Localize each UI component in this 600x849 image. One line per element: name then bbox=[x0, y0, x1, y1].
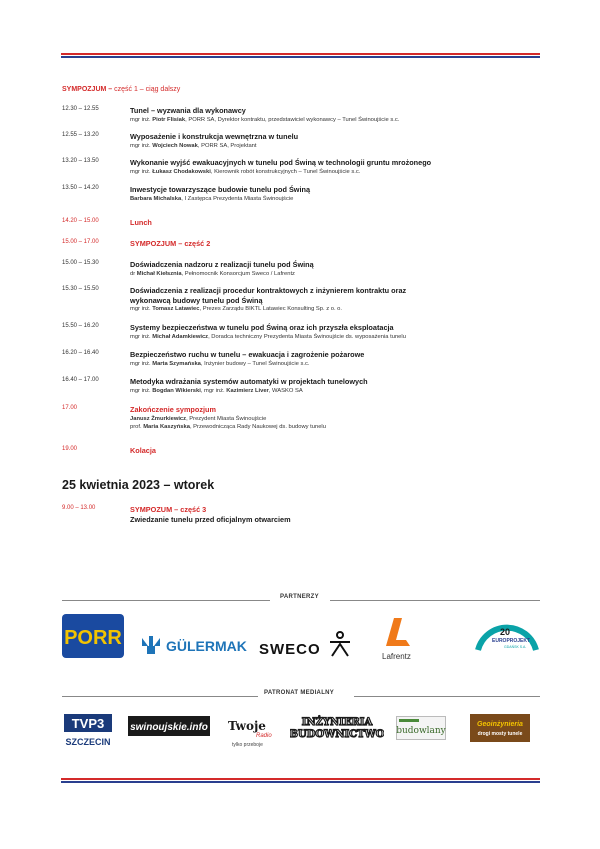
agenda-time: 15.00 – 17.00 bbox=[62, 239, 99, 245]
tvp3-logo bbox=[62, 712, 114, 748]
section-title: SYMPOZJUM – część 1 – ciąg dalszy bbox=[62, 86, 181, 93]
agenda-title-cont: wykonawcą budowy tunelu pod Świną bbox=[130, 295, 263, 305]
geoinzynieria-logo bbox=[470, 714, 530, 742]
agenda-time: 15.30 – 15.50 bbox=[62, 286, 99, 292]
partners-divider bbox=[62, 594, 540, 604]
gulermak-logo bbox=[140, 632, 248, 656]
agenda-time: 17.00 bbox=[62, 405, 78, 411]
agenda-title: Doświadczenia nadzoru z realizacji tunelu pod Świną bbox=[130, 260, 314, 269]
day2-time: 9.00 – 13.00 bbox=[62, 505, 96, 511]
svg-text:BUDOWNICTWO: BUDOWNICTWO bbox=[290, 729, 384, 740]
agenda-title: Bezpieczeństwo ruchu w tunelu – ewakuacja i zagrożenie pożarowe bbox=[130, 350, 365, 359]
sweco-logo bbox=[259, 630, 351, 658]
agenda-title: Lunch bbox=[130, 218, 152, 227]
svg-text:GÜLERMAK: GÜLERMAK bbox=[166, 638, 247, 654]
svg-text:TVP3: TVP3 bbox=[71, 716, 105, 731]
svg-text:budowlany: budowlany bbox=[396, 726, 446, 736]
lafrentz-logo bbox=[380, 616, 422, 662]
svg-text:SZCZECIN: SZCZECIN bbox=[65, 737, 111, 747]
agenda-title: Zakończenie sympozjum bbox=[130, 405, 216, 414]
agenda-title: Wykonanie wyjść ewakuacyjnych w tunelu pod Świną w technologii gruntu mrożonego bbox=[130, 158, 432, 167]
agenda-title: Metodyka wdrażania systemów automatyki w projektach tunelowych bbox=[130, 377, 368, 386]
day2-title: SYMPOZUM – część 3 bbox=[130, 505, 207, 514]
svg-text:20: 20 bbox=[500, 627, 511, 637]
agenda-title: Inwestycje towarzyszące budowie tunelu pod Świną bbox=[130, 185, 311, 194]
agenda-speaker: mgr inż. Bogdan Wikierski, mgr inż. Kazimierz Liver, WASKO SA bbox=[130, 387, 303, 394]
agenda-speaker: Barbara Michalska, I Zastępca Prezydenta Miasta Świnoujście bbox=[130, 195, 294, 202]
media-label: PATRONAT MEDIALNY bbox=[264, 690, 335, 696]
agenda-time: 16.20 – 16.40 bbox=[62, 350, 99, 356]
svg-text:INŻYNIERIA: INŻYNIERIA bbox=[301, 717, 373, 728]
budowlany-logo bbox=[396, 716, 446, 740]
agenda-time: 15.00 – 15.30 bbox=[62, 260, 99, 266]
agenda-speaker: prof. Maria Kaszyńska, Przewodnicząca Rady Naukowej ds. budowy tunelu bbox=[130, 423, 326, 430]
agenda-time: 12.30 – 12.55 bbox=[62, 106, 99, 112]
agenda-time: 14.20 – 15.00 bbox=[62, 218, 99, 224]
bottom-rule bbox=[61, 778, 540, 783]
agenda-time: 19.00 bbox=[62, 446, 78, 452]
inzynieria-logo bbox=[290, 714, 384, 740]
svg-text:SWECO: SWECO bbox=[259, 641, 321, 658]
agenda-speaker: dr Michał Kiełsznia, Pełnomocnik Konsorcjum Sweco / Lafrentz bbox=[130, 270, 295, 277]
agenda-title: Doświadczenia z realizacji procedur kontraktowych z inżynierem kontraktu oraz bbox=[130, 286, 407, 295]
media-divider bbox=[62, 690, 540, 700]
europrojekt-logo bbox=[474, 618, 540, 654]
svg-text:drogi mosty tunele: drogi mosty tunele bbox=[477, 731, 523, 737]
agenda-time: 16.40 – 17.00 bbox=[62, 377, 99, 383]
agenda-speaker: mgr inż. Marta Szymańska, Inżynier budowy – Tunel Świnoujście s.c. bbox=[130, 360, 310, 367]
svg-text:swinoujskie.info: swinoujskie.info bbox=[130, 722, 208, 733]
agenda-speaker: mgr inż. Wojciech Nowak, PORR SA, Projektant bbox=[130, 142, 257, 149]
swinoujskie-logo bbox=[128, 716, 210, 736]
partners-label: PARTNERZY bbox=[280, 594, 319, 600]
top-rule bbox=[61, 53, 540, 58]
agenda-title: Systemy bezpieczeństwa w tunelu pod Świną oraz ich przyszła eksploatacja bbox=[130, 323, 394, 332]
svg-text:EUROPROJEKT: EUROPROJEKT bbox=[492, 638, 531, 644]
agenda-title: SYMPOZJUM – część 2 bbox=[130, 239, 211, 248]
agenda-speaker: mgr inż. Tomasz Latawiec, Prezes Zarządu BIKTL Latawiec Konsulting Sp. z o. o. bbox=[130, 306, 343, 312]
agenda-time: 15.50 – 16.20 bbox=[62, 323, 99, 329]
agenda-speaker: mgr inż. Łukasz Chodakowski, Kierownik robót konstrukcyjnych – Tunel Świnoujście s.c. bbox=[130, 168, 361, 175]
svg-text:PORR: PORR bbox=[64, 627, 122, 649]
agenda-speaker: mgr inż. Piotr Flisiak, PORR SA, Dyrektor kontraktu, przedstawiciel wykonawcy – Tunel Świnoujście s.c. bbox=[130, 116, 400, 123]
svg-text:Geoinżynieria: Geoinżynieria bbox=[477, 721, 523, 728]
agenda-title: Wyposażenie i konstrukcja wewnętrzna w tunelu bbox=[130, 132, 299, 141]
twoje-radio-logo bbox=[226, 716, 274, 748]
agenda-speaker: Janusz Żmurkiewicz, Prezydent Miasta Świnoujście bbox=[130, 415, 267, 422]
agenda-speaker: mgr inż. Michał Adamkiewicz, Doradca techniczny Prezydenta Miasta Świnoujście ds. wyposażenia tunelu bbox=[130, 333, 406, 340]
agenda-time: 13.20 – 13.50 bbox=[62, 158, 99, 164]
agenda-time: 12.55 – 13.20 bbox=[62, 132, 99, 138]
svg-text:Lafrentz: Lafrentz bbox=[382, 652, 411, 661]
svg-text:Twoje: Twoje bbox=[228, 719, 266, 733]
svg-text:tylko przeboje: tylko przeboje bbox=[232, 742, 263, 748]
agenda-title: Tunel – wyzwania dla wykonawcy bbox=[130, 106, 246, 115]
day2-desc: Zwiedzanie tunelu przed oficjalnym otwarciem bbox=[130, 514, 291, 524]
agenda-title: Kolacja bbox=[130, 446, 156, 455]
porr-logo bbox=[62, 614, 124, 658]
day-heading: 25 kwietnia 2023 – wtorek bbox=[62, 478, 215, 492]
svg-text:GDAŃSK S.A.: GDAŃSK S.A. bbox=[504, 645, 527, 649]
agenda-time: 13.50 – 14.20 bbox=[62, 185, 99, 191]
svg-text:Radio: Radio bbox=[256, 733, 272, 739]
